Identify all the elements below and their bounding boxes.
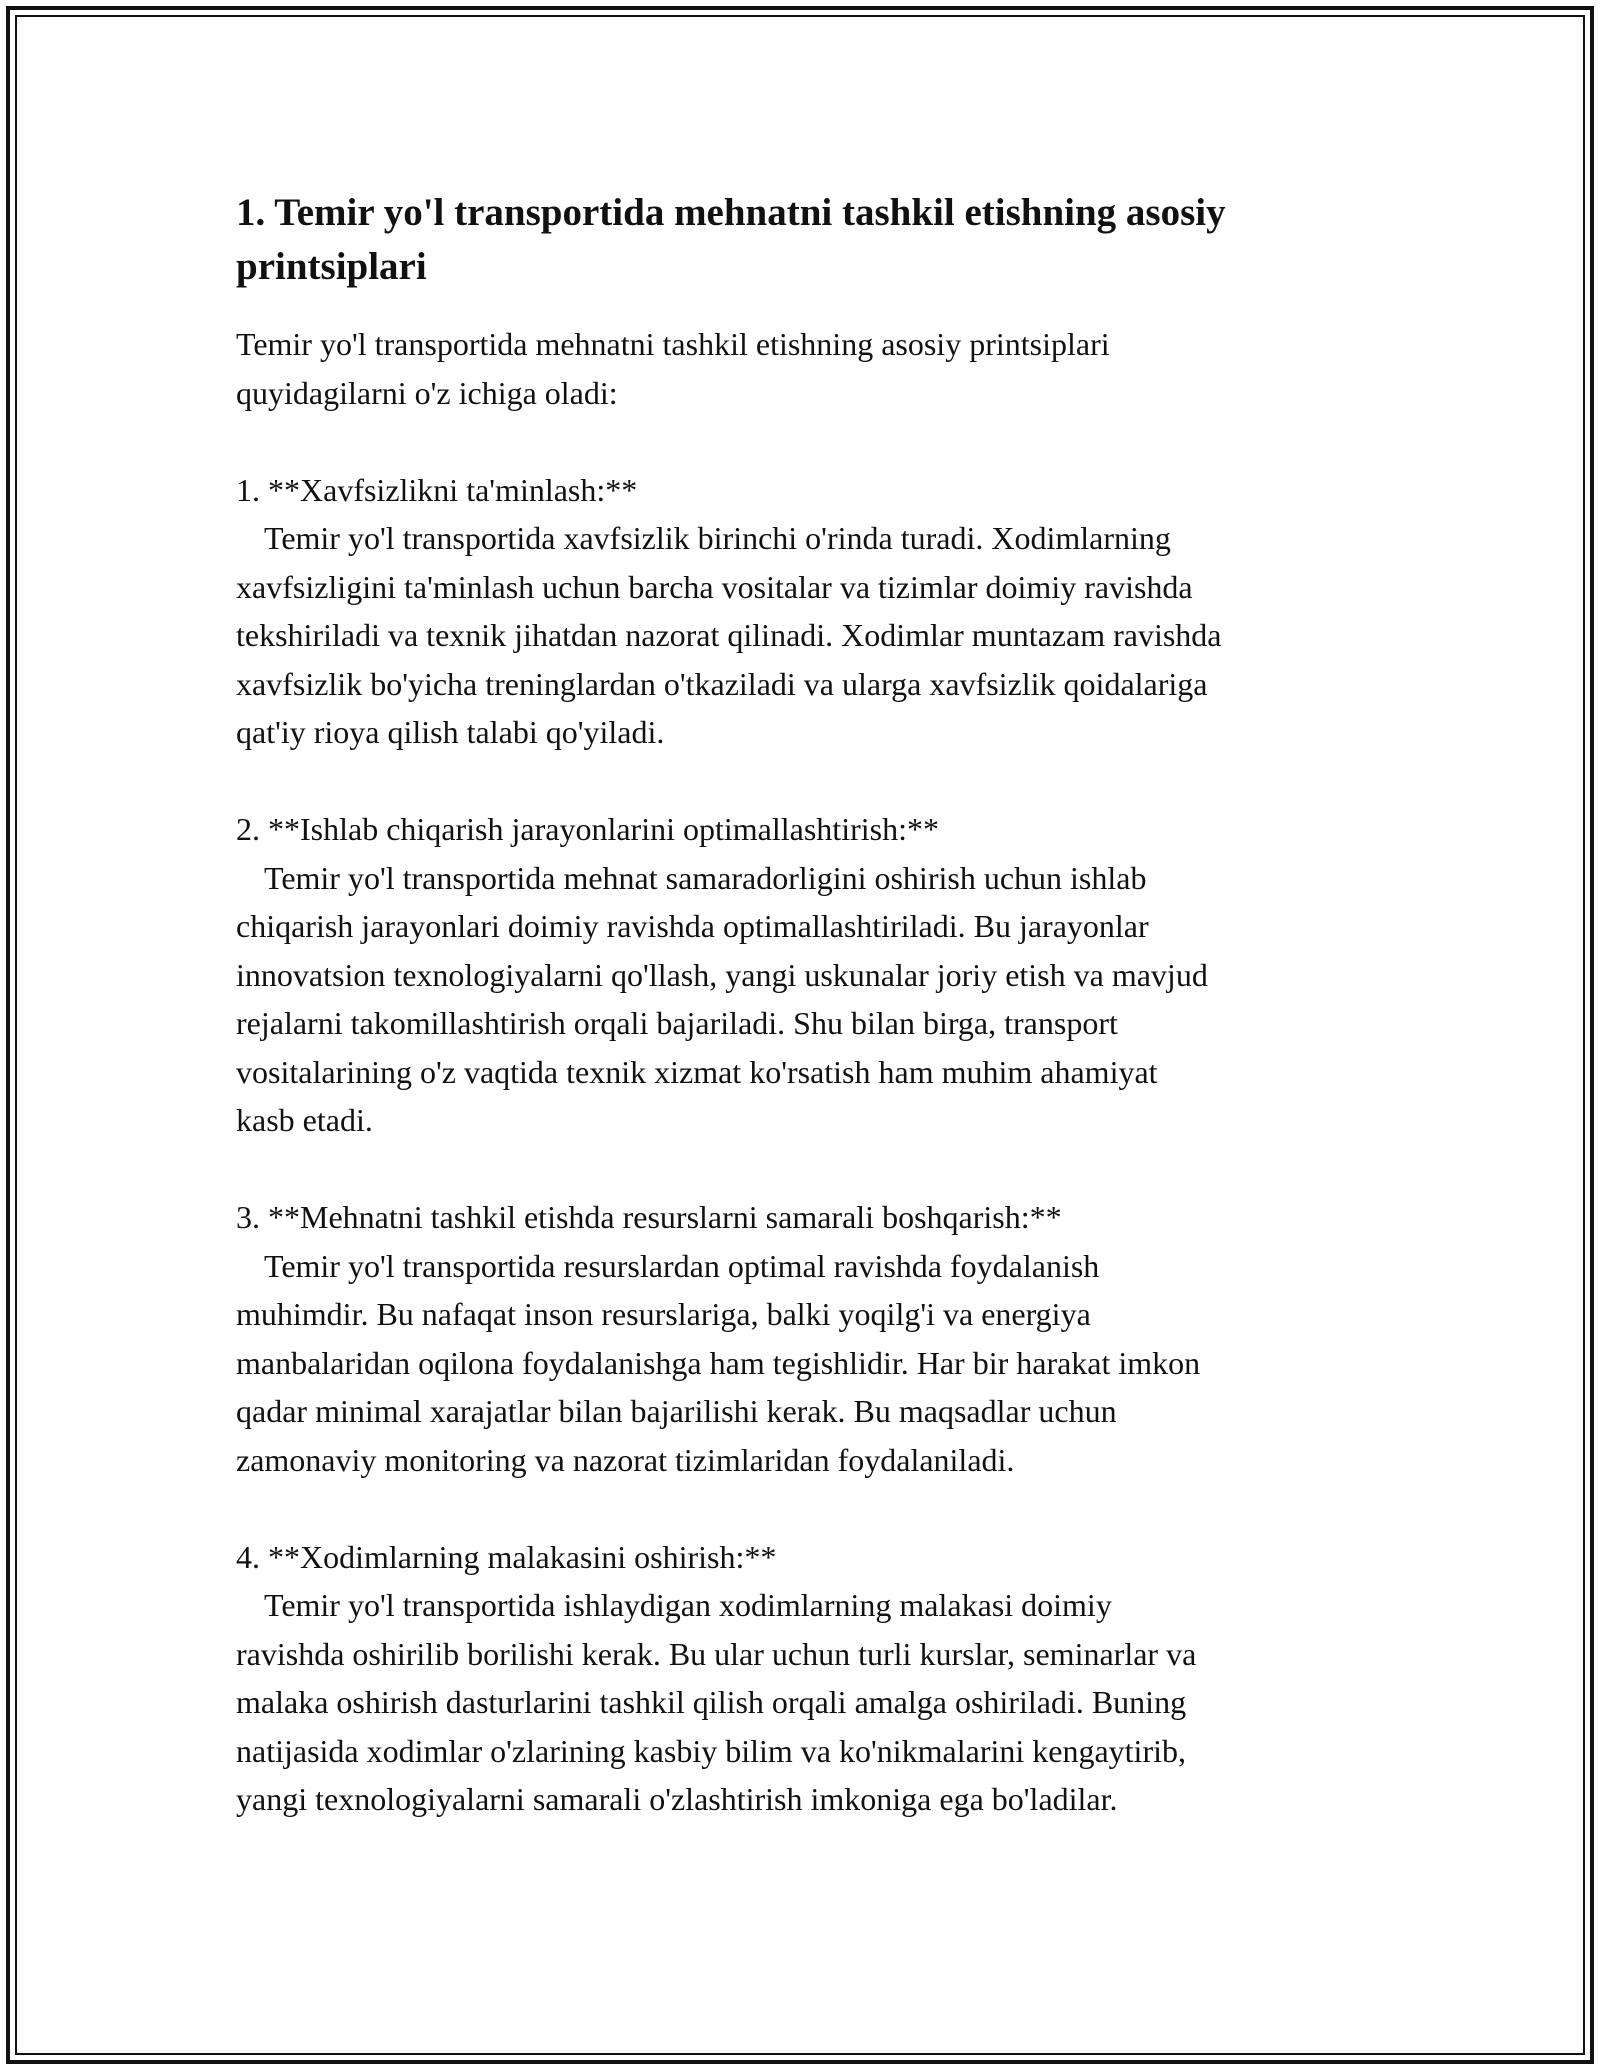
section-2 [236, 805, 1386, 1145]
section-heading: 4. **Xodimlarning malakasini oshirish:** [236, 1538, 777, 1575]
page-title: 1. Temir yo'l transportida mehnatni tashkil etishning asosiy printsiplari [236, 191, 1226, 288]
section-body: Temir yo'l transportida resurslardan optimal ravishda foydalanish muhimdir. Bu nafaqat inson resurslariga, balki yoqilg'i va energiya manbalaridan oqilona foydalanishga ham tegishlidir. Har bir harakat imkon qadar minimal xarajatlar bilan bajarilishi kerak. Bu maqsadlar uchun zamonaviy monitoring va nazorat tizimlaridan foydalaniladi. [236, 1247, 1201, 1478]
section-4 [236, 1533, 1386, 1824]
section-heading: 1. **Xavfsizlikni ta'minlash:** [236, 471, 638, 508]
section-body: Temir yo'l transportida ishlaydigan xodimlarning malakasi doimiy ravishda oshirilib borilishi kerak. Bu ular uchun turli kurslar, seminarlar va malaka oshirish dasturlarini tashkil qilish orqali amalga oshiriladi. Buning natijasida xodimlar o'zlarining kasbiy bilim va ko'nikmalarini kengaytirib, yangi texnologiyalarni samarali o'zlashtirish imkoniga ega bo'ladilar. [236, 1587, 1197, 1817]
section-heading: 3. **Mehnatni tashkil etishda resurslarni samarali boshqarish:** [236, 1199, 1062, 1235]
intro-paragraph: Temir yo'l transportida mehnatni tashkil etishning asosiy printsiplari quyidagilarni o'z ichiga oladi: [236, 326, 1110, 411]
section-body: Temir yo'l transportida xavfsizlik birinchi o'rinda turadi. Xodimlarning xavfsizligini ta'minlash uchun barcha vositalar va tizimlar doimiy ravishda tekshiriladi va texnik jihatdan nazorat qilinadi. Xodimlar muntazam ravishda xavfsizlik bo'yicha treninglardan o'tkaziladi va ularga xavfsizlik qoidalariga qat'iy rioya qilish talabi qo'yiladi. [236, 520, 1222, 750]
section-body: Temir yo'l transportida mehnat samaradorligini oshirish uchun ishlab chiqarish jarayonlari doimiy ravishda optimallashtiriladi. Bu jarayonlar innovatsion texnologiyalarni qo'llash, yangi uskunalar joriy etish va mavjud rejalarni takomillashtirish orqali bajariladi. Shu bilan birga, transport vositalarining o'z vaqtida texnik xizmat ko'rsatish ham muhim ahamiyat kasb etadi. [236, 859, 1208, 1138]
section-1 [236, 466, 1386, 757]
section-3 [236, 1193, 1386, 1484]
document-content [236, 186, 1386, 1824]
section-heading: 2. **Ishlab chiqarish jarayonlarini optimallashtirish:** [236, 811, 939, 847]
